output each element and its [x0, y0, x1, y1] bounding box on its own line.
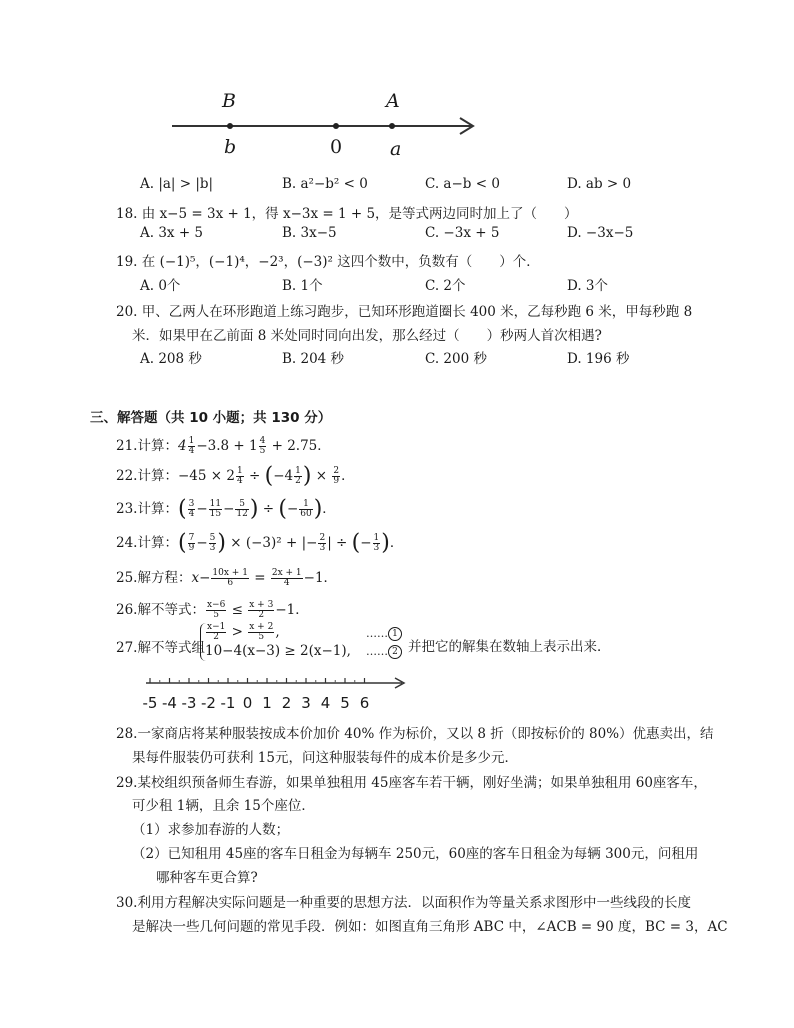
question-25: 25.解方程：x− $\frac{10x + 1}{6}$ = $\frac{2x + 1}{4}$ −1．	[116, 568, 338, 588]
question-text: 在 (−1)⁵，(−1)⁴，−2³，(−3)² 这四个数中，负数有（ ）个．	[141, 254, 540, 270]
point-b	[227, 123, 233, 129]
question-29-line1: 29.某校组织预备师生春游，如果单独租用 45座客车若干辆，刚好坐满；如果单独租用 60座客车，	[116, 775, 707, 791]
answer-number-line	[140, 670, 410, 715]
question-20-line2: 米．如果甲在乙前面 8 米处同时同向出发，那么经过（ ）秒两人首次相遇?	[132, 328, 602, 344]
question-18	[116, 202, 578, 222]
question-number: 19.	[116, 254, 138, 270]
question-29-sub1: （1）求参加春游的人数；	[132, 822, 290, 838]
number-line-label: 4	[320, 694, 331, 712]
q17-option-c: C. a−b < 0	[425, 176, 500, 192]
label-A: A	[386, 90, 400, 112]
q18-option-b: B. 3x−5	[282, 225, 337, 241]
number-line-label: 3	[301, 694, 311, 712]
number-line-label: -2	[201, 694, 216, 712]
inequality-system: $\frac{x-1}{2}$ > $\frac{x + 2}{5}$ , 10−4(x−3) ≥ 2(x−1),	[200, 623, 351, 661]
q20-option-d: D. 196 秒	[567, 351, 630, 367]
question-30-line2: 是解决一些几何问题的常见手段．例如：如图直角三角形 ABC 中，∠ACB = 90 度，BC = 3，AC	[132, 919, 728, 935]
q19-option-c: C. 2个	[425, 278, 466, 294]
q17-option-b: B. a²−b² < 0	[282, 176, 368, 192]
question-28-line1: 28.一家商店将某种服装按成本价加价 40% 作为标价，又以 8 折（即按标价的 80%）优惠卖出，结	[116, 726, 714, 742]
q18-option-c: C. −3x + 5	[425, 225, 500, 241]
question-28-line2: 果每件服装仍可获利 15元，问这种服装每件的成本价是多少元．	[132, 750, 518, 766]
label-B: B	[222, 90, 236, 112]
tick-label-a: a	[390, 138, 402, 160]
q17-option-a: A. |a| > |b|	[140, 176, 214, 192]
number-line-label: 5	[340, 694, 350, 712]
q19-option-d: D. 3个	[567, 278, 609, 294]
q17-option-d: D. ab > 0	[567, 176, 632, 192]
q20-option-c: C. 200 秒	[425, 351, 487, 367]
q20-option-a: A. 208 秒	[140, 351, 202, 367]
q18-option-a: A. 3x + 5	[140, 225, 204, 241]
question-27: 27.解不等式组	[116, 640, 205, 656]
tick-label-0: 0	[330, 136, 343, 158]
question-30-line1: 30.利用方程解决实际问题是一种重要的思想方法．以面积作为等量关系求图形中一些线段的长度	[116, 895, 691, 911]
question-23: 23.计算：( $\frac{3}{4}$ − $\frac{11}{15}$ − $\frac{5}{12}$ ) ÷ (− $\frac{1}{60}$ )．	[116, 496, 336, 522]
marker-2: …… 2	[366, 645, 402, 659]
q20-option-b: B. 204 秒	[282, 351, 345, 367]
number-line-label: 1	[262, 694, 272, 712]
question-27-tail: 并把它的解集在数轴上表示出来．	[408, 639, 611, 655]
number-line-label: -3	[181, 694, 197, 712]
question-number: 20.	[116, 304, 138, 320]
question-19	[116, 250, 540, 270]
marker-1: …… 1	[366, 627, 402, 641]
question-number: 18.	[116, 206, 138, 222]
number-line-figure	[150, 85, 490, 165]
number-line-label: -1	[220, 694, 236, 712]
number-line-label: -4	[162, 694, 177, 712]
q19-option-b: B. 1个	[282, 278, 323, 294]
question-22: 22.计算：−45 × 2 $\frac{1}{4}$ ÷ (−4 $\frac{1}{2}$ ) × $\frac{2}{9}$ ．	[116, 463, 355, 489]
question-text: 由 x−5 = 3x + 1，得 x−3x = 1 + 5，是等式两边同时加上了（ ）	[141, 206, 578, 222]
question-24: 24.计算：( $\frac{7}{9}$ − $\frac{5}{3}$ ) × (−3)² + |− $\frac{2}{3}$ | ÷ (− $\frac{1}{3}$ )．	[116, 530, 404, 556]
q19-option-a: A. 0个	[140, 278, 181, 294]
tick-label-b: b	[224, 136, 237, 158]
number-line-label: 2	[281, 694, 292, 712]
number-line-label: 0	[242, 694, 253, 712]
number-line-label: 6	[359, 694, 370, 712]
point-a	[389, 123, 395, 129]
question-26: 26.解不等式： $\frac{x-6}{5}$ ≤ $\frac{x + 3}{2}$ −1．	[116, 600, 309, 620]
question-29-line2: 可少租 1辆，且余 15个座位．	[132, 798, 315, 814]
number-line-label: -5	[142, 694, 158, 712]
q18-option-d: D. −3x−5	[567, 225, 634, 241]
section-title: 三、解答题（共 10 小题；共 130 分）	[90, 410, 332, 426]
question-29-sub2b: 哪种客车更合算?	[156, 870, 258, 886]
question-21: 21.计算：4 $\frac{1}{4}$ −3.8 + 1 $\frac{4}{5}$ + 2.75．	[116, 436, 331, 456]
question-20-line1	[116, 300, 692, 320]
point-0	[333, 123, 339, 129]
question-29-sub2a: （2）已知租用 45座的客车日租金为每辆车 250元，60座的客车日租金为每辆 300元，问租用	[132, 846, 699, 862]
question-text: 甲、乙两人在环形跑道上练习跑步，已知环形跑道圈长 400 米，乙每秒跑 6 米，甲每秒跑 8	[141, 304, 693, 320]
